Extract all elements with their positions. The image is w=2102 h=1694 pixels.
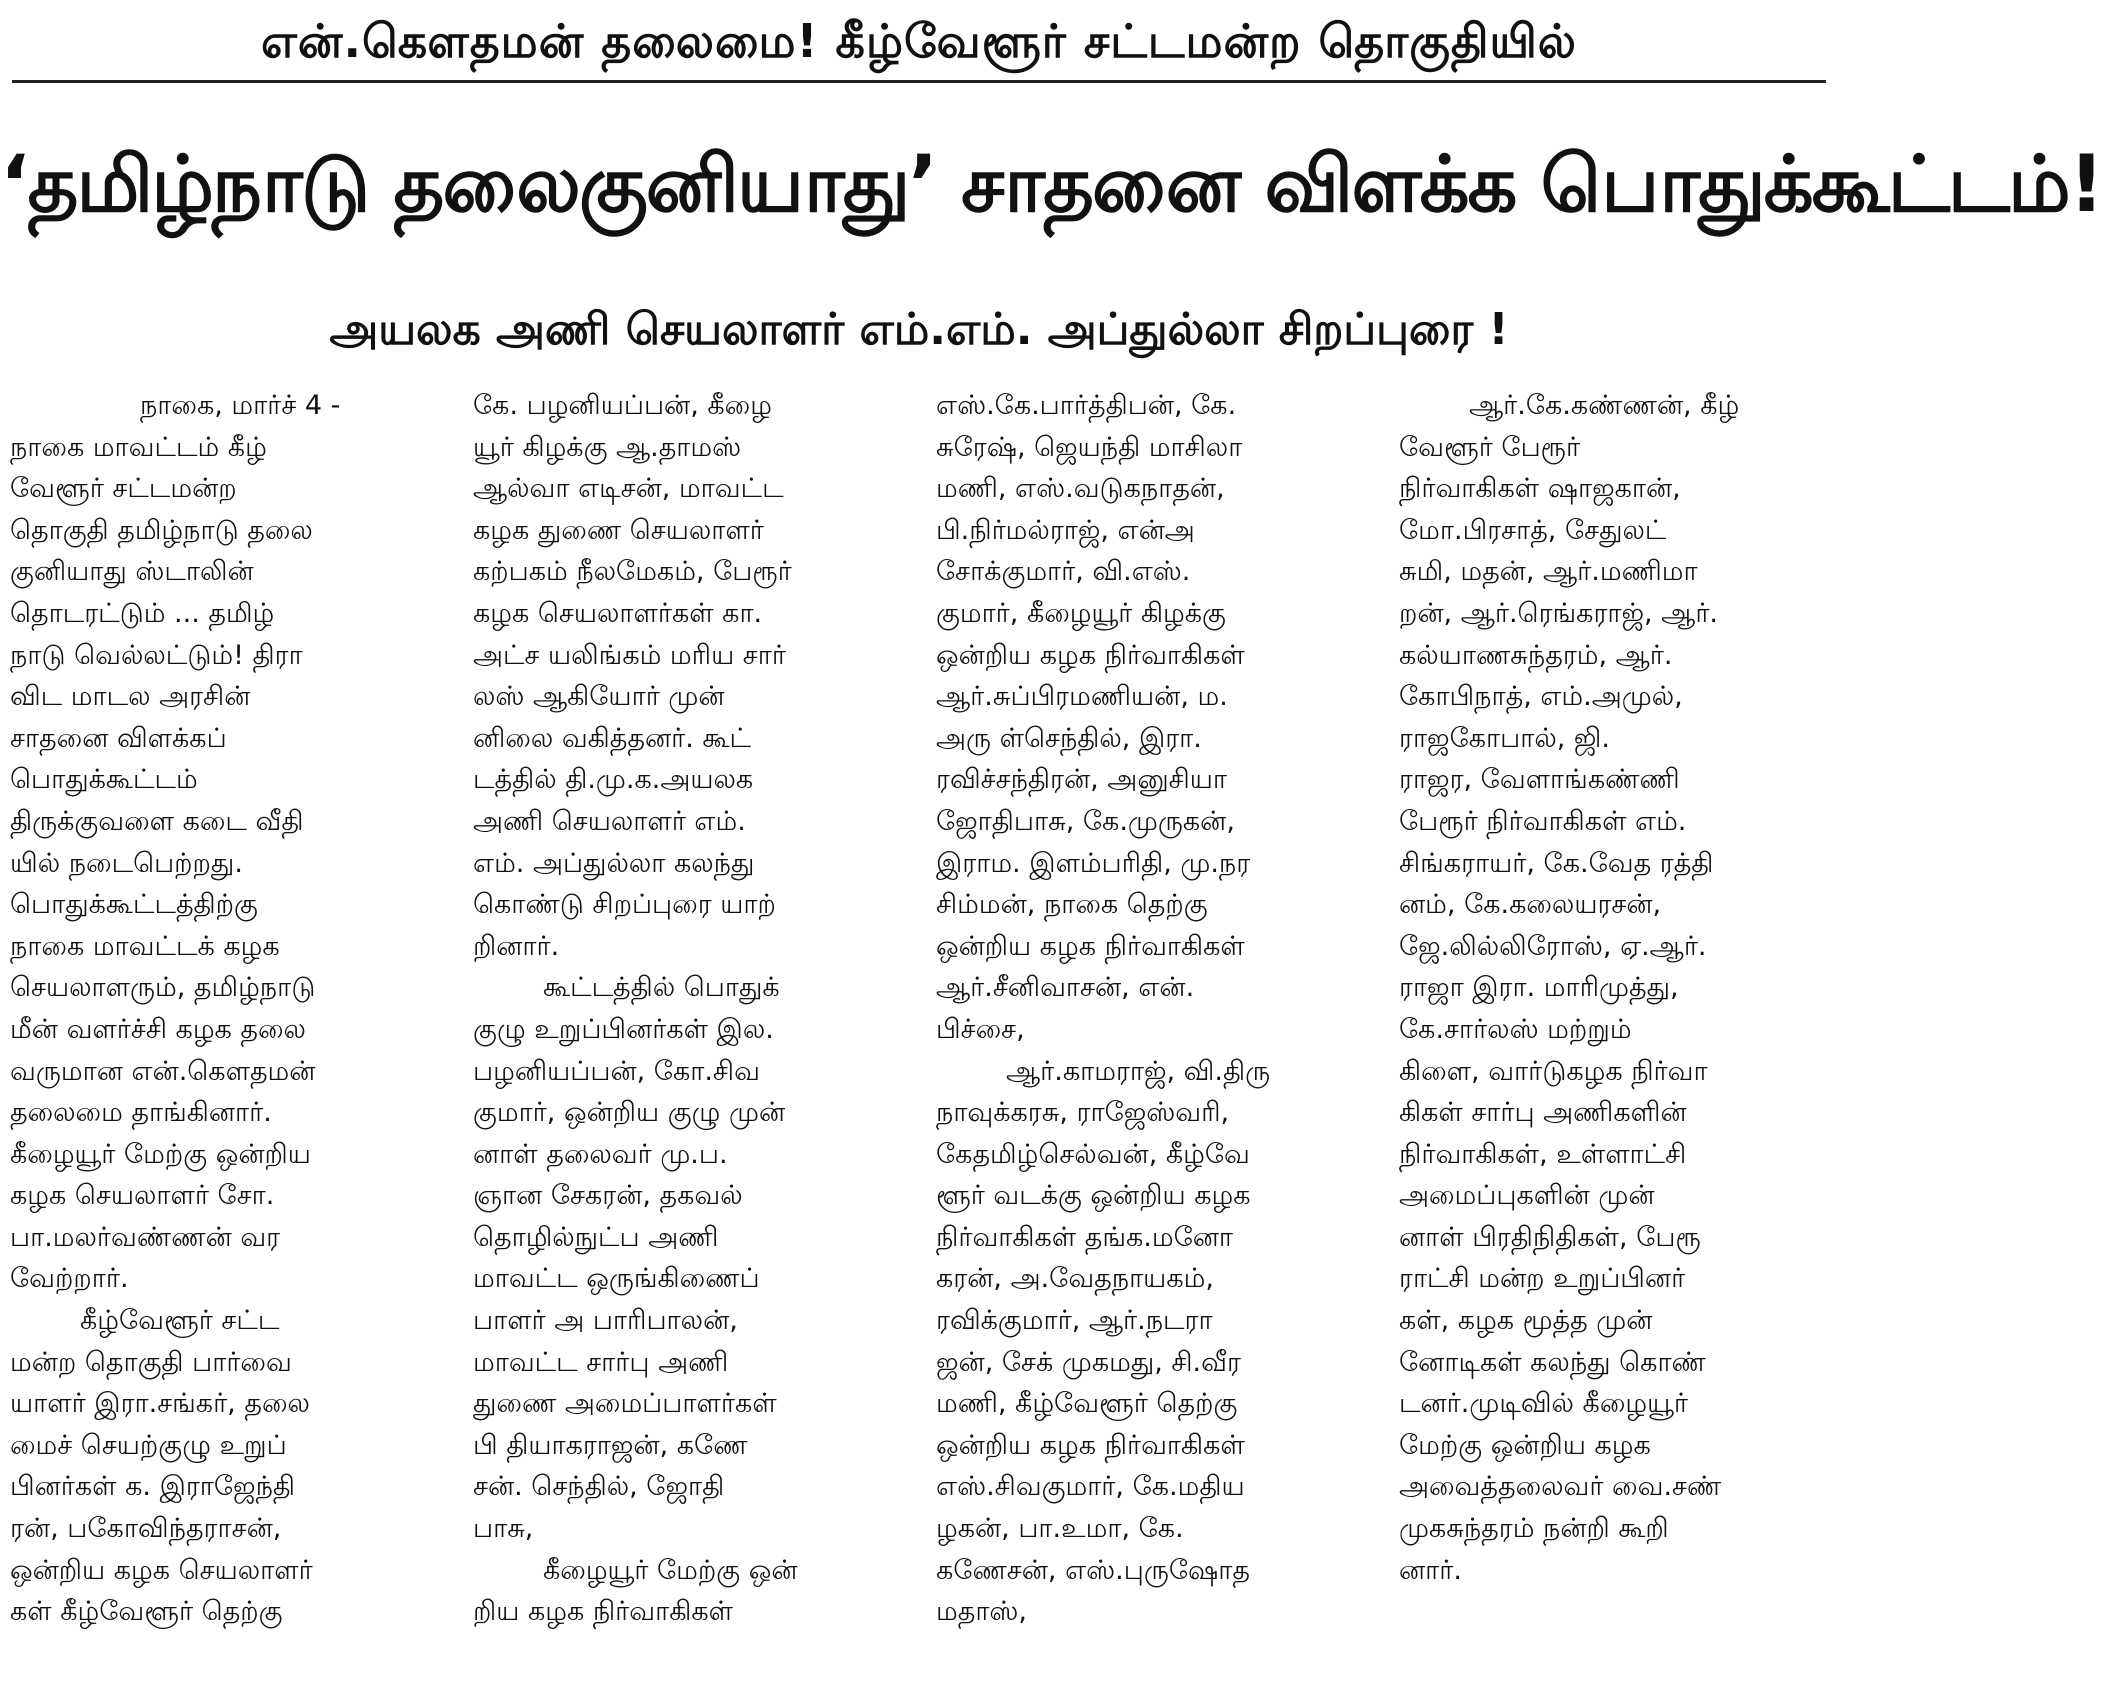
article-line: பா.மலர்வண்ணன் வர	[10, 1221, 281, 1253]
article-line: கூட்டத்தில் பொதுக்	[543, 972, 780, 1004]
article-line: ராஜர, வேளாங்கண்ணி	[1399, 764, 1680, 796]
article-line: ராஜா இரா. மாரிமுத்து,	[1399, 972, 1679, 1004]
article-line: குழு உறுப்பினர்கள் இல.	[473, 1013, 774, 1045]
article-line: கள், கழக மூத்த முன்	[1399, 1305, 1653, 1337]
article-line: சுரேஷ், ஜெயந்தி மாசிலா	[936, 431, 1243, 463]
article-line: அமைப்புகளின் முன்	[1399, 1180, 1655, 1212]
article-line: ஒன்றிய கழக நிர்வாகிகள்	[936, 639, 1245, 671]
article-line: எஸ்.சிவகுமார், கே.மதிய	[936, 1471, 1245, 1503]
article-line: குமார், கீழையூர் கிழக்கு	[936, 597, 1226, 629]
article-line: குமார், ஒன்றிய குழு முன்	[473, 1097, 786, 1129]
article-line: கிகள் சார்பு அணிகளின்	[1399, 1097, 1687, 1129]
article-line: துணை அமைப்பாளர்கள்	[473, 1388, 777, 1420]
article-line: கழக செயலாளர் சோ.	[10, 1180, 275, 1212]
article-line: ளூர் வடக்கு ஒன்றிய கழக	[936, 1180, 1251, 1212]
article-line: ரவிச்சந்திரன், அனுசியா	[936, 764, 1228, 796]
article-line: ஜோதிபாசு, கே.முருகன்,	[936, 805, 1235, 837]
article-line: னம், கே.கலையரசன்,	[1399, 889, 1662, 921]
column-2	[473, 385, 908, 1690]
article-line: தொடரட்டும் ... தமிழ்	[10, 597, 275, 629]
article-line: தலைமை தாங்கினார்.	[10, 1097, 272, 1129]
article-line: விட மாடல அரசின்	[10, 681, 251, 713]
article-line: பி.நிர்மல்ராஜ், என்அ	[936, 514, 1195, 546]
article-line: நாவுக்கரசு, ராஜேஸ்வரி,	[936, 1097, 1230, 1129]
article-line: பாசு,	[473, 1513, 534, 1545]
article-line: றினார்.	[473, 930, 560, 962]
article-line: டத்தில் தி.மு.க.அயலக	[473, 764, 754, 796]
article-line: கொண்டு சிறப்புரை யாற்	[473, 889, 776, 921]
article-line: ஒன்றிய கழக செயலாளர்	[10, 1554, 313, 1586]
top-rule	[12, 80, 1826, 83]
article-line: இராம. இளம்பரிதி, மு.நர	[936, 847, 1251, 879]
article-line: டனர்.முடிவில் கீழையூர்	[1399, 1388, 1688, 1420]
article-line: கரன், அ.வேதநாயகம்,	[936, 1263, 1214, 1295]
article-body	[10, 385, 1828, 1690]
article-line: றிய கழக நிர்வாகிகள்	[473, 1596, 733, 1628]
article-line: னோடிகள் கலந்து கொண்	[1399, 1346, 1706, 1378]
article-line: ரன், பகோவிந்தராசன்,	[10, 1513, 282, 1545]
article-line: ராட்சி மன்ற உறுப்பினர்	[1399, 1263, 1686, 1295]
article-line: வேற்றார்.	[10, 1263, 129, 1295]
article-line: பொதுக்கூட்டத்திற்கு	[10, 889, 258, 921]
article-line: யாளர் இரா.சங்கர், தலை	[10, 1388, 310, 1420]
article-line: மேற்கு ஒன்றிய கழக	[1399, 1429, 1651, 1461]
article-line: கீழ்வேளூர் சட்ட	[80, 1305, 280, 1337]
article-line: கழக துணை செயலாளர்	[473, 514, 764, 546]
article-line: சுமி, மதன், ஆர்.மணிமா	[1399, 556, 1698, 588]
article-line: நிர்வாகிகள் தங்க.மனோ	[936, 1221, 1234, 1253]
article-line: மீன் வளர்ச்சி கழக தலை	[10, 1013, 306, 1045]
column-3	[936, 385, 1371, 1690]
article-line: றன், ஆர்.ரெங்கராஜ், ஆர்.	[1399, 597, 1719, 629]
article-line: ஜே.லில்லிரோஸ், ஏ.ஆர்.	[1399, 930, 1707, 962]
article-line: ஆர்.கே.கண்ணன், கீழ்	[1469, 390, 1740, 421]
article-line: அவைத்தலைவர் வை.சண்	[1399, 1471, 1722, 1503]
article-line: எம். அப்துல்லா கலந்து	[473, 847, 755, 879]
article-line: நிர்வாகிகள் ஷாஜகான்,	[1399, 473, 1681, 505]
article-line: கீழையூர் மேற்கு ஒன்றிய	[10, 1138, 311, 1170]
article-line: நாடு வெல்லட்டும்! திரா	[10, 639, 303, 671]
article-line: குனியாது ஸ்டாலின்	[10, 556, 254, 588]
main-headline: ‘தமிழ்நாடு தலைகுனியாது’ சாதனை விளக்க பொதுக்கூட்டம்!	[0, 140, 2102, 230]
article-line: நாகை மாவட்டக் கழக	[10, 930, 280, 962]
kicker-headline: என்.கௌதமன் தலைமை! கீழ்வேளூர் சட்டமன்ற தொகுதியில்	[261, 14, 1577, 68]
column-1	[10, 385, 445, 1690]
article-line: முகசுந்தரம் நன்றி கூறி	[1399, 1513, 1669, 1545]
article-line: ஜன், சேக் முகமது, சி.வீர	[936, 1346, 1241, 1378]
article-line: செயலாளரும், தமிழ்நாடு	[10, 972, 316, 1004]
article-line: எஸ்.கே.பார்த்திபன், கே.	[936, 390, 1237, 421]
article-line: கேதமிழ்செல்வன், கீழ்வே	[936, 1138, 1250, 1170]
article-line: வருமான என்.கௌதமன்	[10, 1055, 316, 1087]
article-line: பாளர் அ பாரிபாலன்,	[473, 1305, 738, 1337]
article-line: ராஜகோபால், ஜி.	[1399, 722, 1610, 754]
article-line: நாகை, மார்ச் 4 -	[140, 390, 341, 421]
article-line: அட்ச யலிங்கம் மரிய சார்	[473, 639, 786, 671]
article-line: பொதுக்கூட்டம்	[10, 764, 198, 796]
article-line: சிம்மன், நாகை தெற்கு	[936, 889, 1208, 921]
article-line: நிர்வாகிகள், உள்ளாட்சி	[1399, 1138, 1687, 1170]
article-line: மணி, எஸ்.வடுகநாதன்,	[936, 473, 1225, 505]
article-line: லஸ் ஆகியோர் முன்	[473, 681, 725, 713]
article-line: ஆர்.சீனிவாசன், என்.	[936, 972, 1195, 1004]
article-line: கிளை, வார்டுகழக நிர்வா	[1399, 1055, 1708, 1087]
article-line: கல்யாணசுந்தரம், ஆர்.	[1399, 639, 1673, 671]
article-line: கோபிநாத், எம்.அமுல்,	[1399, 681, 1683, 713]
article-line: பழனியப்பன், கோ.சிவ	[473, 1055, 760, 1087]
column-4	[1399, 385, 1834, 1690]
article-line: அரு ள்செந்தில், இரா.	[936, 722, 1202, 754]
article-line: கே. பழனியப்பன், கீழை	[473, 390, 772, 421]
article-line: மணி, கீழ்வேளூர் தெற்கு	[936, 1388, 1238, 1420]
article-line: கள் கீழ்வேளூர் தெற்கு	[10, 1596, 283, 1628]
article-line: மன்ற தொகுதி பார்வை	[10, 1346, 292, 1378]
article-line: சாதனை விளக்கப்	[10, 722, 227, 754]
article-line: ழகன், பா.உமா, கே.	[936, 1513, 1184, 1545]
article-line: னிலை வகித்தனர். கூட்	[473, 722, 752, 754]
article-line: யில் நடைபெற்றது.	[10, 847, 243, 879]
sub-headline: அயலக அணி செயலாளர் எம்.எம். அப்துல்லா சிறப்புரை !	[329, 304, 1509, 355]
article-line: னார்.	[1399, 1554, 1462, 1586]
article-line: ஆல்வா எடிசன், மாவட்ட	[473, 473, 784, 505]
article-line: சன். செந்தில், ஜோதி	[473, 1471, 725, 1503]
article-line: பி தியாகராஜன், கணே	[473, 1429, 748, 1461]
article-line: வேளூர் சட்டமன்ற	[10, 473, 237, 505]
article-line: தொழில்நுட்ப அணி	[473, 1221, 719, 1253]
article-line: மதாஸ்,	[936, 1596, 1028, 1628]
article-line: னாள் தலைவர் மு.ப.	[473, 1138, 728, 1170]
article-line: சிங்கராயர், கே.வேத ரத்தி	[1399, 847, 1714, 879]
article-line: மைச் செயற்குழு உறுப்	[10, 1429, 287, 1461]
article-line: அணி செயலாளர் எம்.	[473, 805, 746, 837]
article-line: ஆர்.சுப்பிரமணியன், ம.	[936, 681, 1228, 713]
article-line: கற்பகம் நீலமேகம், பேரூர்	[473, 556, 792, 588]
article-line: ஞான சேகரன், தகவல்	[473, 1180, 743, 1212]
article-line: பேரூர் நிர்வாகிகள் எம்.	[1399, 805, 1687, 837]
article-line: ஒன்றிய கழக நிர்வாகிகள்	[936, 930, 1245, 962]
article-line: யூர் கிழக்கு ஆ.தாமஸ்	[473, 431, 742, 463]
article-line: ரவிக்குமார், ஆர்.நடரா	[936, 1305, 1213, 1337]
article-line: மாவட்ட சார்பு அணி	[473, 1346, 729, 1378]
article-line: நாகை மாவட்டம் கீழ்	[10, 431, 267, 463]
article-line: தொகுதி தமிழ்நாடு தலை	[10, 514, 313, 546]
article-line: கழக செயலாளர்கள் கா.	[473, 597, 763, 629]
article-line: கணேசன், எஸ்.புருஷோத	[936, 1554, 1250, 1586]
article-line: பினர்கள் க. இராஜேந்தி	[10, 1471, 296, 1503]
article-line: ஆர்.காமராஜ், வி.திரு	[1006, 1055, 1271, 1087]
article-line: கே.சார்லஸ் மற்றும்	[1399, 1013, 1632, 1045]
article-line: வேளூர் பேரூர்	[1399, 431, 1581, 463]
article-line: பிச்சை,	[936, 1013, 1025, 1045]
article-line: சோக்குமார், வி.எஸ்.	[936, 556, 1191, 588]
article-line: திருக்குவளை கடை வீதி	[10, 805, 304, 837]
article-line: னாள் பிரதிநிதிகள், பேரூ	[1399, 1221, 1701, 1253]
article-line: கீழையூர் மேற்கு ஒன்	[543, 1554, 798, 1586]
article-line: மோ.பிரசாத், சேதுலட்	[1399, 514, 1667, 546]
article-line: ஒன்றிய கழக நிர்வாகிகள்	[936, 1429, 1245, 1461]
article-line: மாவட்ட ஒருங்கிணைப்	[473, 1263, 760, 1295]
